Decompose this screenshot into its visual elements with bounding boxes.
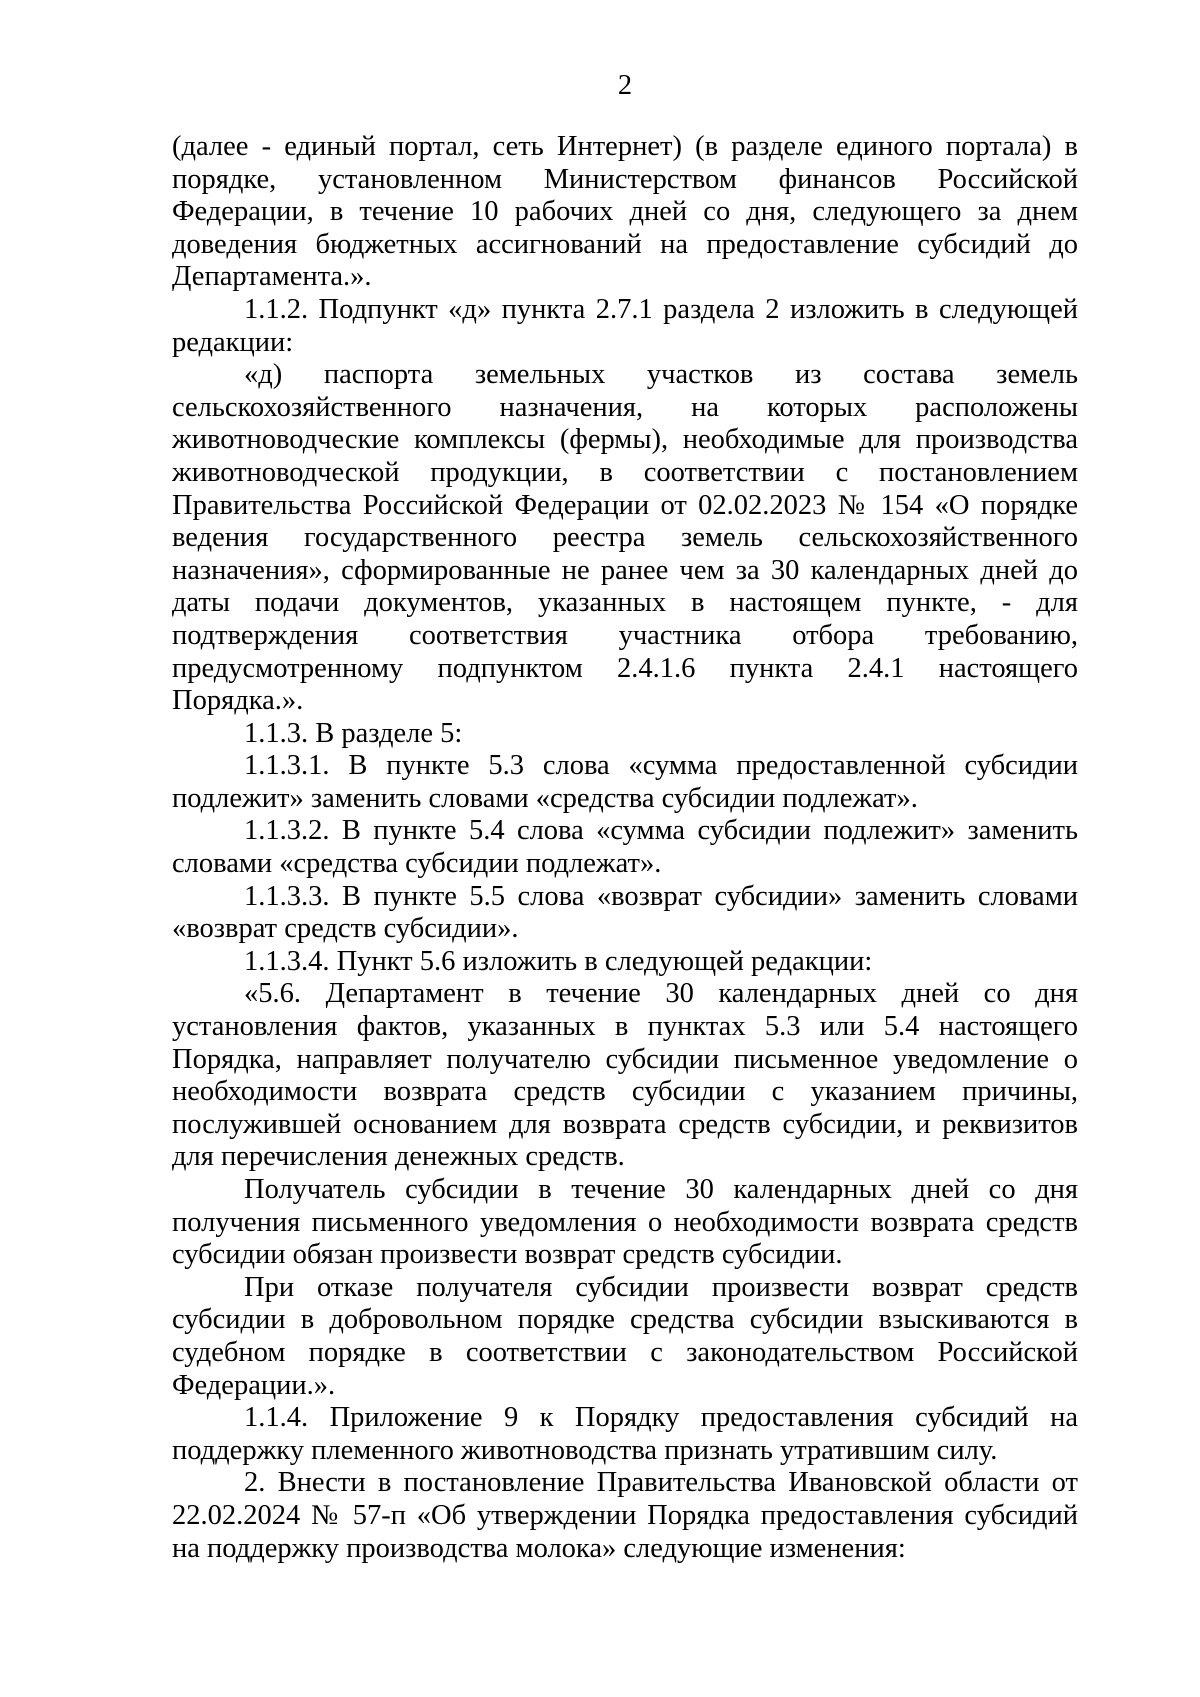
paragraph-1-1-3: 1.1.3. В разделе 5:	[244, 717, 463, 749]
paragraph-1-1-2: 1.1.2. Подпункт «д» пункта 2.7.1 раздела 2 изложить в следующей редакции:	[172, 293, 1078, 358]
paragraph-2: 2. Внести в постановление Правительства Ивановской области от 22.02.2024 № 57-п «Об утверждении Порядка предоставления субсидий на поддержку производства молока» следующие изменения:	[172, 1467, 1078, 1564]
paragraph-1-1-3-1: 1.1.3.1. В пункте 5.3 слова «сумма предоставленной субсидии подлежит» заменить словами «средства субсидии подлежат».	[172, 750, 1078, 814]
paragraph-1-1-4: 1.1.4. Приложение 9 к Порядку предоставления субсидий на поддержку племенного животноводства признать утратившим силу.	[172, 1402, 1078, 1466]
page-number: 2	[617, 70, 633, 101]
paragraph-5-6: «5.6. Департамент в течение 30 календарных дней со дня установления фактов, указанных в пунктах 5.3 или 5.4 настоящего Порядка, направляет получателю субсидии письменное уведомление о необходимости возврата средств субсидии с указанием причины, послужившей основанием для возврата средств субсидии, и реквизитов для перечисления денежных средств.	[172, 978, 1078, 1173]
paragraph-1-1-3-3: 1.1.3.3. В пункте 5.5 слова «возврат субсидии» заменить словами «возврат средств субсидии».	[172, 880, 1078, 945]
paragraph-subitem-d: «д) паспорта земельных участков из состава земель сельскохозяйственного назначения, на которых расположены животноводческие комплексы (фермы), необходимые для производства животноводческой продукции, в соответствии с постановлением Правительства Российской Федерации от 02.02.2023 № 154 «О порядке ведения государственного реестра земель сельскохозяйственного назначения», сформированные не ранее чем за 30 календарных дней до даты подачи документов, указанных в настоящем пункте, - для подтверждения соответствия участника отбора требованию, предусмотренному подпунктом 2.4.1.6 пункта 2.4.1 настоящего Порядка.».	[172, 359, 1078, 717]
paragraph-1-1-3-2: 1.1.3.2. В пункте 5.4 слова «сумма субсидии подлежит» заменить словами «средства субсидии подлежат».	[172, 815, 1078, 880]
paragraph-1-1-3-4: 1.1.3.4. Пункт 5.6 изложить в следующей редакции:	[244, 945, 873, 977]
paragraph-continuation: (далее - единый портал, сеть Интернет) (в разделе единого портала) в порядке, установленном Министерством финансов Российской Федерации, в течение 10 рабочих дней со дня, следующего за днем доведения бюджетных ассигнований на предоставление субсидий до Департамента.».	[172, 131, 1078, 293]
paragraph-recipient-obligation: Получатель субсидии в течение 30 календарных дней со дня получения письменного уведомления о необходимости возврата средств субсидии обязан произвести возврат средств субсидии.	[172, 1174, 1078, 1271]
paragraph-refusal: При отказе получателя субсидии произвести возврат средств субсидии в добровольном порядке средства субсидии взыскиваются в судебном порядке в соответствии с законодательством Российской Федерации.».	[172, 1271, 1078, 1401]
document-body	[172, 131, 1078, 1565]
